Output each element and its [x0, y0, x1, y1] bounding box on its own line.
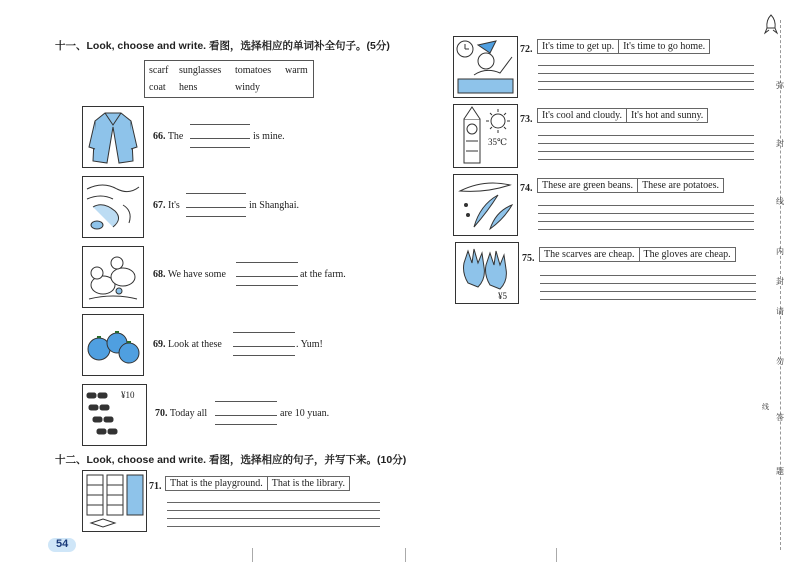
- margin-label: 内: [776, 247, 784, 256]
- answer-line: [190, 124, 250, 125]
- writing-line[interactable]: [538, 151, 754, 152]
- writing-line[interactable]: [538, 135, 754, 136]
- options-73: [537, 108, 708, 123]
- question-68: [153, 269, 226, 280]
- sentence-end: are 10 yuan.: [280, 408, 330, 419]
- sentence-start: We have some: [167, 269, 226, 280]
- fold-mark: [556, 548, 557, 562]
- answer-blank-66[interactable]: [190, 138, 250, 139]
- option-b[interactable]: It's hot and sunny.: [626, 109, 707, 122]
- question-72-number: 72.: [520, 44, 533, 55]
- writing-line[interactable]: [538, 89, 754, 90]
- answer-blank-69[interactable]: [233, 346, 295, 347]
- question-67: [153, 200, 180, 211]
- rocket-icon: [764, 14, 778, 41]
- question-number: 69.: [153, 339, 166, 350]
- sentence-end: . Yum!: [296, 339, 323, 350]
- page-number-badge: [48, 538, 76, 552]
- writing-line[interactable]: [538, 205, 754, 206]
- library-picture: [82, 470, 147, 532]
- question-66: [153, 131, 183, 142]
- answer-line: [236, 262, 298, 263]
- section-12-title: 十二、Look, choose and write. 看图，选择相应的句子，并写下来。(10分): [55, 454, 407, 466]
- page-number: 54: [56, 538, 69, 550]
- option-b[interactable]: It's time to go home.: [618, 40, 709, 53]
- option-a[interactable]: The scarves are cheap.: [544, 249, 635, 260]
- question-70: [155, 408, 207, 419]
- question-74-number: 74.: [520, 183, 533, 194]
- question-75-number: 75.: [522, 253, 535, 264]
- writing-line[interactable]: [538, 65, 754, 66]
- gloves-picture: [455, 242, 519, 304]
- writing-line[interactable]: [167, 526, 380, 527]
- answer-line: [215, 424, 277, 425]
- margin-label: 封: [776, 139, 784, 148]
- sentence-end: at the farm.: [300, 269, 346, 280]
- answer-line: [233, 332, 295, 333]
- writing-line[interactable]: [538, 221, 754, 222]
- get-up-picture: [453, 36, 518, 98]
- word-item: tomatoes: [235, 65, 272, 76]
- option-a[interactable]: That is the playground.: [170, 478, 263, 489]
- answer-line: [186, 193, 246, 194]
- writing-line[interactable]: [538, 229, 754, 230]
- writing-line[interactable]: [538, 81, 754, 82]
- answer-blank-68[interactable]: [236, 276, 298, 277]
- writing-line[interactable]: [540, 291, 756, 292]
- answer-line: [190, 147, 250, 148]
- fold-mark: [252, 548, 253, 562]
- sunglasses-picture: [82, 384, 147, 446]
- writing-line[interactable]: [540, 283, 756, 284]
- options-75: [539, 247, 736, 262]
- word-item: scarf: [149, 65, 169, 76]
- sentence-start: It's: [168, 200, 180, 211]
- option-a[interactable]: It's cool and cloudy.: [542, 110, 623, 121]
- answer-blank-70[interactable]: [215, 415, 277, 416]
- margin-label: 请: [776, 307, 784, 316]
- sentence-start: The: [167, 131, 184, 142]
- question-71-number: 71.: [149, 481, 162, 492]
- word-bank: [144, 60, 314, 98]
- weather-picture: [453, 104, 518, 168]
- writing-line[interactable]: [167, 518, 380, 519]
- writing-line[interactable]: [540, 299, 756, 300]
- question-number: 66.: [153, 131, 166, 142]
- writing-line[interactable]: [538, 213, 754, 214]
- sentence-start: Today all: [169, 408, 208, 419]
- fold-mark: [405, 548, 406, 562]
- windy-picture: [82, 176, 144, 238]
- tomatoes-picture: [82, 314, 144, 376]
- answer-line: [186, 216, 246, 217]
- answer-line: [233, 355, 295, 356]
- margin-label: 线: [776, 197, 784, 206]
- options-71: [165, 476, 350, 491]
- writing-line[interactable]: [538, 143, 754, 144]
- sentence-end: in Shanghai.: [249, 200, 299, 211]
- margin-mid-label: 线: [762, 404, 769, 411]
- price-tag: ¥5: [498, 291, 507, 301]
- answer-line: [236, 285, 298, 286]
- answer-blank-67[interactable]: [186, 207, 246, 208]
- section-11-title: 十一、Look, choose and write. 看图，选择相应的单词补全句子。(5分): [55, 40, 390, 52]
- question-number: 67.: [153, 200, 166, 211]
- sentence-end: is mine.: [253, 131, 285, 142]
- options-74: [537, 178, 724, 193]
- writing-line[interactable]: [538, 73, 754, 74]
- coat-picture: [82, 106, 144, 168]
- word-item: sunglasses: [179, 65, 222, 76]
- writing-line[interactable]: [167, 510, 380, 511]
- question-69: [153, 339, 222, 350]
- option-b[interactable]: The gloves are cheap.: [639, 248, 735, 261]
- option-a[interactable]: These are green beans.: [542, 180, 634, 191]
- question-73-number: 73.: [520, 114, 533, 125]
- option-b[interactable]: These are potatoes.: [637, 179, 723, 192]
- word-item: hens: [179, 82, 198, 93]
- options-72: [537, 39, 710, 54]
- option-a[interactable]: It's time to get up.: [542, 41, 615, 52]
- option-b[interactable]: That is the library.: [267, 477, 349, 490]
- answer-line: [215, 401, 277, 402]
- writing-line[interactable]: [167, 502, 380, 503]
- hens-picture: [82, 246, 144, 308]
- price-tag: ¥10: [121, 390, 135, 400]
- sentence-start: Look at these: [168, 339, 222, 350]
- question-number: 68.: [153, 269, 166, 280]
- margin-label: 题: [776, 467, 784, 476]
- writing-line[interactable]: [540, 275, 756, 276]
- word-item: coat: [149, 82, 166, 93]
- word-item: windy: [235, 82, 260, 93]
- temperature-label: 35℃: [488, 137, 508, 147]
- margin-label: 弥: [776, 81, 784, 90]
- green-beans-picture: [453, 174, 518, 236]
- question-number: 70.: [155, 408, 168, 419]
- word-item: warm: [285, 65, 308, 76]
- margin-label: 答: [776, 413, 784, 422]
- margin-label: 勿: [776, 357, 784, 366]
- margin-label: 封: [776, 277, 784, 286]
- writing-line[interactable]: [538, 159, 754, 160]
